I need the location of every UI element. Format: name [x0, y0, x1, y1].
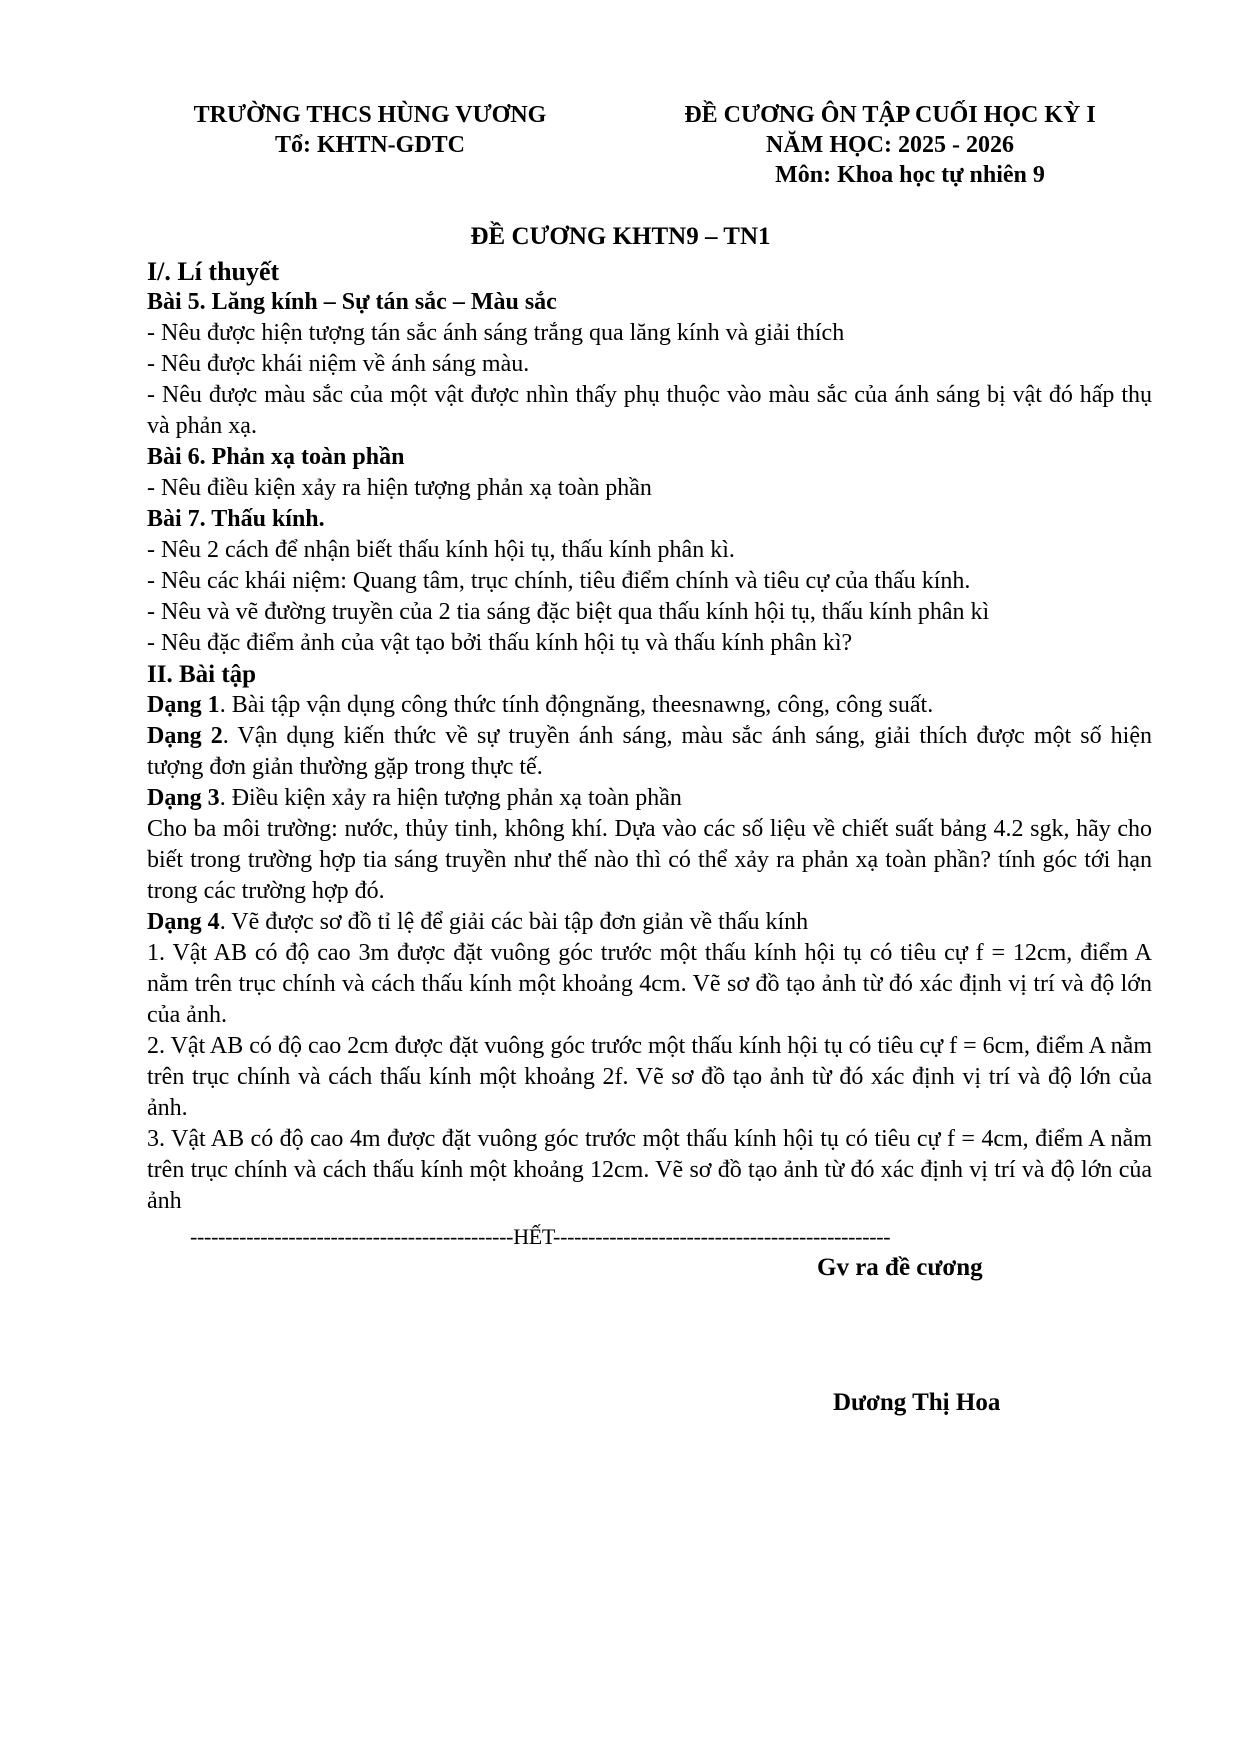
theory-heading: I/. Lí thuyết — [147, 257, 280, 286]
document-title: ĐỀ CƯƠNG KHTN9 – TN1 — [470, 223, 771, 250]
bai7-item-4: - Nêu đặc điểm ảnh của vật tạo bởi thấu kính hội tụ và thấu kính phân kì? — [147, 630, 853, 656]
dang2-label: Dạng 2 — [147, 723, 223, 749]
bai7-item-1: - Nêu 2 cách để nhận biết thấu kính hội tụ, thấu kính phân kì. — [147, 537, 735, 563]
bai5-item-3: - Nêu được màu sắc của một vật được nhìn thấy phụ thuộc vào màu sắc của ánh sáng bị vật đó hấp thụ và phản xạ. — [147, 382, 1152, 439]
school-year: NĂM HỌC: 2025 - 2026 — [766, 132, 1014, 158]
problem-2: 2. Vật AB có độ cao 2cm được đặt vuông góc trước một thấu kính hội tụ có tiêu cự f = 6cm, điểm A nằm trên trục chính và cách thấu kính một khoảng 2f. Vẽ sơ đồ tạo ảnh từ đó xác định vị trí và độ lớn của ảnh. — [147, 1033, 1152, 1121]
dang1 — [147, 690, 1152, 721]
subject: Môn: Khoa học tự nhiên 9 — [775, 162, 1045, 188]
bai5-item-2: - Nêu được khái niệm về ánh sáng màu. — [147, 351, 530, 377]
doc-type: ĐỀ CƯƠNG ÔN TẬP CUỐI HỌC KỲ I — [684, 102, 1096, 128]
dang4-text: . Vẽ được sơ đồ tỉ lệ để giải các bài tập đơn giản về thấu kính — [219, 909, 809, 935]
signature-role: Gv ra đề cương — [817, 1254, 983, 1281]
problem-1: 1. Vật AB có độ cao 3m được đặt vuông góc trước một thấu kính hội tụ có tiêu cự f = 12cm, điểm A nằm trên trục chính và cách thấu kính một khoảng 4cm. Vẽ sơ đồ tạo ảnh từ đó xác định vị trí và độ lớn của ảnh. — [147, 940, 1152, 1028]
school-name: TRƯỜNG THCS HÙNG VƯƠNG — [193, 102, 547, 128]
document-body — [147, 256, 1152, 1217]
dang4 — [147, 907, 1152, 938]
bai7-title: Bài 7. Thấu kính. — [147, 506, 325, 532]
signature-name: Dương Thị Hoa — [833, 1389, 1001, 1416]
bai6-item-1: - Nêu điều kiện xảy ra hiện tượng phản xạ toàn phần — [147, 475, 652, 501]
header-left — [150, 100, 590, 160]
dang1-text: . Bài tập vận dụng công thức tính độngnăng, theesnawng, công, công suất. — [219, 692, 934, 718]
dang3-detail: Cho ba môi trường: nước, thủy tinh, không khí. Dựa vào các số liệu về chiết suất bảng 4.2 sgk, hãy cho biết trong trường hợp tia sáng truyền như thế nào thì có thể xảy ra phản xạ toàn phần? tính góc tới hạn trong các trường hợp đó. — [147, 816, 1152, 904]
bai7-item-3: - Nêu và vẽ đường truyền của 2 tia sáng đặc biệt qua thấu kính hội tụ, thấu kính phân kì — [147, 599, 990, 625]
header-right — [640, 100, 1140, 190]
dang1-label: Dạng 1 — [147, 692, 220, 718]
bai5-title: Bài 5. Lăng kính – Sự tán sắc – Màu sắc — [147, 289, 557, 315]
dang3-label: Dạng 3 — [147, 785, 220, 811]
dang2 — [147, 721, 1152, 783]
dang3-text: . Điều kiện xảy ra hiện tượng phản xạ toàn phần — [219, 785, 682, 811]
end-marker: ----------------------------------------------HẾT------------------------------------------------ — [190, 1224, 891, 1249]
problem-3: 3. Vật AB có độ cao 4m được đặt vuông góc trước một thấu kính hội tụ có tiêu cự f = 4cm, điểm A nằm trên trục chính và cách thấu kính một khoảng 12cm. Vẽ sơ đồ tạo ảnh từ đó xác định vị trí và độ lớn của ảnh — [147, 1126, 1152, 1214]
dang3 — [147, 783, 1152, 814]
bai5-item-1: - Nêu được hiện tượng tán sắc ánh sáng trắng qua lăng kính và giải thích — [147, 320, 845, 346]
bai6-title: Bài 6. Phản xạ toàn phần — [147, 444, 405, 470]
dang2-text: . Vận dụng kiến thức về sự truyền ánh sáng, màu sắc ánh sáng, giải thích được một số hiện tượng đơn giản thường gặp trong thực tế. — [147, 723, 1152, 780]
dang4-label: Dạng 4 — [147, 909, 220, 935]
group-name: Tổ: KHTN-GDTC — [274, 132, 465, 158]
bai7-item-2: - Nêu các khái niệm: Quang tâm, trục chính, tiêu điểm chính và tiêu cự của thấu kính. — [147, 568, 971, 594]
exercises-heading: II. Bài tập — [147, 661, 257, 688]
